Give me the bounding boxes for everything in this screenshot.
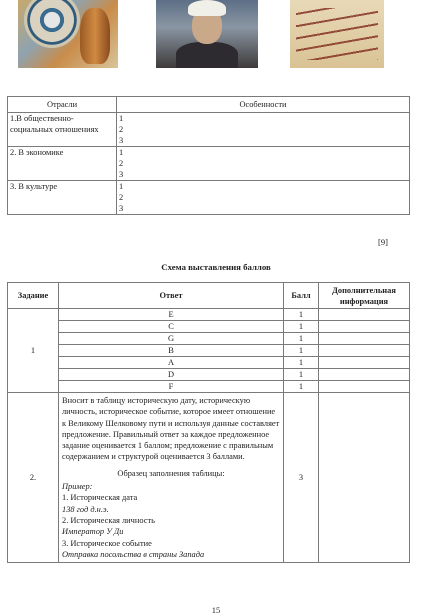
table-row [8,393,410,563]
extra-info-cell [319,309,410,321]
score-cell: 1 [284,357,319,369]
example-label: Пример: [62,482,93,492]
table-row [8,181,410,215]
decorated-plate-image [24,0,80,48]
table-row [8,309,410,321]
table-header-row [8,283,410,309]
answer-cell [59,393,284,563]
table-row [8,321,410,333]
feature-cell: 1 2 3 [117,113,410,147]
example-line: 1. Историческая дата [62,493,138,503]
table-row [8,147,410,181]
column-header: Особенности [117,97,410,113]
column-header: Задание [8,283,59,309]
answer-cell: G [59,333,284,345]
score-cell: 1 [284,333,319,345]
task-number: 1 [8,309,59,393]
calligraphy-photo [290,0,384,68]
score-cell: 1 [284,321,319,333]
branch-label: 1.В общественно-социальных отношениях [8,113,117,147]
table-row [8,357,410,369]
answer-cell: D [59,369,284,381]
extra-info-cell [319,321,410,333]
column-header: Дополнительная информация [319,283,410,309]
answer-cell: C [59,321,284,333]
answer-cell: A [59,357,284,369]
example-line: 2. Историческая личность [62,515,155,525]
feature-cell: 1 2 3 [117,147,410,181]
table-row [8,113,410,147]
answer-cell: E [59,309,284,321]
column-header: Балл [284,283,319,309]
extra-info-cell [319,345,410,357]
score-cell: 3 [284,393,319,563]
score-cell: 1 [284,309,319,321]
feature-cell: 1 2 3 [117,181,410,215]
extra-info-cell [319,393,410,563]
extra-info-cell [319,357,410,369]
column-header: Ответ [59,283,284,309]
ceramics-photo [18,0,118,68]
task-description: Вносит в таблицу историческую дату, историческую личность, историческое событие, которое имеет отношение к Великому Шелковому пути и используя данные составляет предложение. Правильный ответ за каждое предложенное задание оценивается 1 баллом; предложение с правильным содержанием и структурой оценивается 3 баллами. [62,396,280,462]
scholar-portrait-photo [156,0,258,68]
max-mark: [9] [378,237,388,247]
example-line: 138 год д.н.э. [62,504,109,514]
example-line: Император У Ди [62,527,124,537]
score-cell: 1 [284,369,319,381]
table-row [8,369,410,381]
clay-jug-image [80,8,110,64]
column-header: Отрасли [8,97,117,113]
answer-cell: F [59,381,284,393]
branch-label: 3. В культуре [8,181,117,215]
sample-title: Образец заполнения таблицы: [117,468,225,478]
extra-info-cell [319,369,410,381]
example-line: 3. Историческое событие [62,538,152,548]
page-number: 15 [211,605,221,615]
branch-label: 2. В экономике [8,147,117,181]
task-number: 2. [8,393,59,563]
answer-cell: B [59,345,284,357]
extra-info-cell [319,381,410,393]
table-header-row [8,97,410,113]
extra-info-cell [319,333,410,345]
table-row [8,345,410,357]
arabic-calligraphy-image [296,8,378,60]
example-line: Отправка посольства в страны Запада [62,549,205,559]
score-cell: 1 [284,381,319,393]
marking-scheme-table [7,282,410,563]
illustrations-strip [0,0,432,70]
scheme-title: Схема выставления баллов [161,262,271,272]
table-row [8,381,410,393]
table-row [8,333,410,345]
score-cell: 1 [284,345,319,357]
branches-features-table [7,96,410,215]
